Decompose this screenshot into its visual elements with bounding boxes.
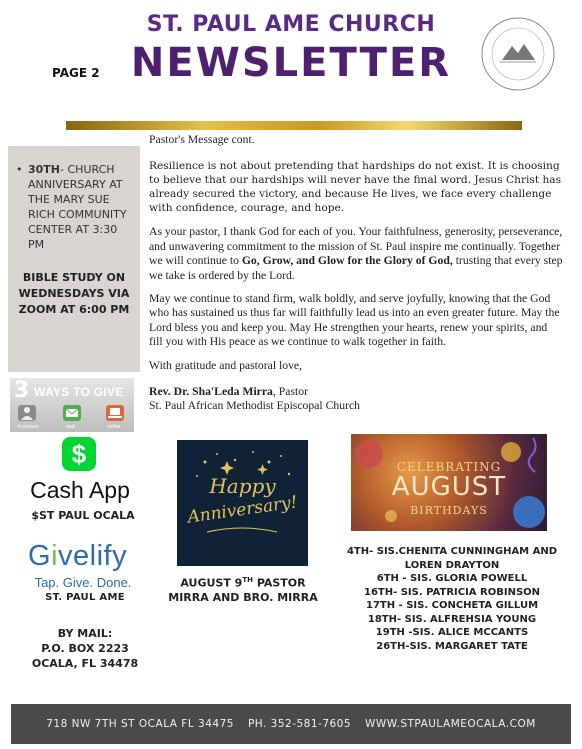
blessing-paragraph: May we continue to stand firm, walk boldly, and serve joyfully, knowing that the God who has sustained us thus far will faithfully lead us into an even greater future. May the Lord bless you and keep you. May He strengthen your hearts, renew your spirits, and fill you with His peace as we continue to walk together in faith. <box>149 292 560 349</box>
envelope-icon <box>63 405 81 421</box>
way-label-mail: mail <box>66 424 76 430</box>
birthday-name: - SIS. PATRICIA ROBINSON <box>393 586 541 598</box>
givelify-org-name: ST. PAUL AME <box>45 592 125 603</box>
givelify-logo-prefix: G <box>28 540 52 572</box>
footer-phone: PH. 352-581-7605 <box>247 718 352 730</box>
anniversary-image <box>177 440 308 566</box>
august-image-birthdays: BIRTHDAYS <box>410 504 488 517</box>
list-item <box>338 599 566 613</box>
birthday-name: - SIS. CONCHETA GILLUM <box>395 600 539 611</box>
august-birthdays-image <box>351 434 547 531</box>
birthday-date: 19TH <box>375 627 405 638</box>
mail-po-box: P.O. BOX 2223 <box>41 642 129 655</box>
pastor-message-heading: Pastor's Message cont. <box>149 133 255 146</box>
list-item <box>338 626 566 640</box>
ways-label: WAYS TO GIVE <box>34 385 124 399</box>
resilience-paragraph: Resilience is not about pretending that hardships do not exist. It is choosing to believe that our hardships will never have the final word. Jesus Christ has already secured the victory, and because He lives, we face every challenge with confidence, courage, and hope. <box>149 160 562 215</box>
list-item <box>338 545 566 572</box>
signature-church: St. Paul African Methodist Episcopal Church <box>149 399 360 413</box>
list-item <box>338 572 566 586</box>
anniversary-caption <box>168 573 318 605</box>
anniversary-caption-date: AUGUST 9 <box>180 576 243 590</box>
church-seal-logo <box>480 16 556 92</box>
thanks-paragraph-end: trusting that every step we take is ordered by the Lord. <box>149 254 563 282</box>
page-label: PAGE 2 <box>52 66 100 80</box>
footer-address: 718 NW 7TH ST OCALA FL 34475 <box>46 718 234 730</box>
announcements-sidebar <box>8 146 140 372</box>
birthday-name: - SIS. GLORIA POWELL <box>398 573 528 584</box>
birthday-date: 26TH <box>376 640 406 652</box>
footer-website-link[interactable]: WWW.STPAULAMEOCALA.COM <box>365 718 536 730</box>
list-item <box>338 613 566 627</box>
birthday-date: 16TH <box>363 586 394 598</box>
birthday-name: -SIS. ALICE MCCANTS <box>404 627 529 638</box>
birthday-date: 18TH <box>367 613 397 625</box>
august-image-celebrating: CELEBRATING <box>396 460 502 474</box>
ways-to-give-banner <box>10 378 134 432</box>
mail-giving-block <box>10 626 160 671</box>
anniversary-image-happy: Happy <box>209 474 276 498</box>
signature-name-line <box>149 385 563 399</box>
anniversary-announcement-text <box>28 162 132 252</box>
footer-contact-bar <box>11 704 571 744</box>
birthday-name: -SIS. MARGARET TATE <box>405 640 528 652</box>
august-image-month: AUGUST <box>391 472 507 502</box>
thanks-paragraph-motto: Go, Grow, and Glow for the Glory of God, <box>241 254 453 268</box>
anniversary-image-word: Anniversary! <box>186 492 299 528</box>
newsletter-title: NEWSLETTER <box>130 40 452 86</box>
pastor-message <box>149 133 563 414</box>
anniversary-announcement <box>16 162 132 252</box>
givelify-logo-rest: velify <box>58 540 128 572</box>
seal-caption-fineprint <box>472 92 564 106</box>
cashapp-name: Cash App <box>30 477 130 503</box>
thanks-paragraph <box>149 225 563 283</box>
laptop-icon <box>106 405 124 421</box>
ways-number: 3 <box>14 378 30 403</box>
way-label-online: online <box>107 424 121 430</box>
mail-label: BY MAIL: <box>57 627 113 640</box>
birthday-list <box>338 545 566 653</box>
person-icon <box>18 405 36 421</box>
anniversary-date: 30TH <box>28 163 61 176</box>
cashapp-icon: $ <box>62 437 96 471</box>
anniversary-caption-text: PASTOR MIRRA AND BRO. MIRRA <box>168 576 318 604</box>
bullet-icon: • <box>16 163 23 176</box>
thanks-paragraph-intro: As your pastor, I thank God for each of you. Your faithfulness, generosity, perseverance, and unwavering commitment to the mission of St. Paul inspire me continually. Together we will continue to <box>149 225 563 268</box>
signature-title: , Pastor <box>272 385 308 399</box>
givelify-logo <box>28 540 127 573</box>
givelify-logo-accent: i <box>51 540 59 572</box>
birthday-name: - SIS. ALFREHSIA YOUNG <box>397 613 537 625</box>
anniversary-details: - CHURCH ANNIVERSARY AT THE MARY SUE RICH COMMUNITY CENTER AT 3:30 PM <box>28 163 127 251</box>
bible-study-announcement: BIBLE STUDY ON WEDNESDAYS VIA ZOOM AT 6:00 PM <box>18 271 130 316</box>
birthday-date: 6TH <box>376 573 399 584</box>
list-item <box>338 586 566 600</box>
church-name: ST. PAUL AME CHURCH <box>146 12 436 37</box>
anniversary-caption-suffix: TH <box>242 576 253 584</box>
birthday-date: 17TH <box>365 600 396 611</box>
birthday-date: 4TH <box>346 546 370 557</box>
cashtag: $ST PAUL OCALA <box>31 509 135 522</box>
way-label-in-person: in person <box>18 424 39 430</box>
signature-name: Rev. Dr. Sha'Leda Mirra <box>149 385 273 399</box>
mail-city: OCALA, FL 34478 <box>31 657 139 670</box>
list-item <box>338 640 566 654</box>
givelify-tagline: Tap. Give. Done. <box>34 575 132 590</box>
birthday-name: - SIS.CHENITA CUNNINGHAM AND LOREN DRAYTON <box>369 546 558 571</box>
gold-divider <box>66 121 522 130</box>
closing-line: With gratitude and pastoral love, <box>149 358 303 372</box>
